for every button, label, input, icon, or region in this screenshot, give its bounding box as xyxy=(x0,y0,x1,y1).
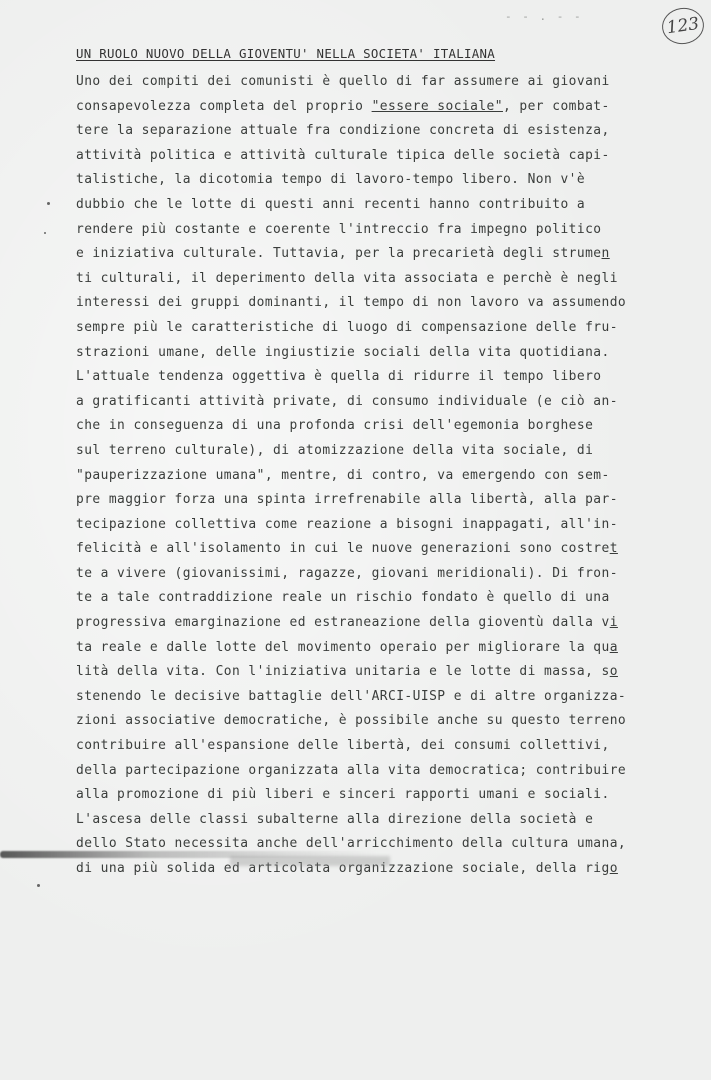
text-segment: tere la separazione attuale fra condizione concreta di esistenza, xyxy=(76,123,610,139)
text-segment: L'ascesa delle classi subalterne alla direzione della società e xyxy=(76,811,594,827)
text-line xyxy=(76,414,646,439)
text-line xyxy=(76,808,646,833)
text-segment: dubbio che le lotte di questi anni recenti hanno contribuito a xyxy=(76,196,586,212)
margin-speck xyxy=(47,202,50,205)
text-line xyxy=(76,365,646,390)
underlined-text: t xyxy=(609,541,618,557)
text-line xyxy=(76,586,646,611)
text-segment: interessi dei gruppi dominanti, il tempo di non lavoro va assumendo xyxy=(76,295,627,311)
text-line xyxy=(76,562,646,587)
text-line xyxy=(76,439,646,464)
text-line xyxy=(76,119,646,144)
text-segment: sempre più le caratteristiche di luogo di compensazione delle fru- xyxy=(76,319,618,335)
text-line xyxy=(76,611,646,636)
text-line xyxy=(76,341,646,366)
text-line xyxy=(76,660,646,685)
text-line xyxy=(76,759,646,784)
text-line xyxy=(76,783,646,808)
text-segment: , per combat- xyxy=(502,98,610,114)
text-line xyxy=(76,242,646,267)
text-line xyxy=(76,316,646,341)
text-segment: contribuire all'espansione delle libertà, dei consumi collettivi, xyxy=(76,738,610,754)
underlined-text: o xyxy=(609,861,618,876)
text-segment: alla promozione di più liberi e sinceri rapporti umani e sociali. xyxy=(76,787,610,803)
top-marks: - - . - - xyxy=(505,10,583,23)
text-segment: te a vivere (giovanissimi, ragazze, giovani meridionali). Di fron- xyxy=(76,565,618,581)
text-segment: e iniziativa culturale. Tuttavia, per la precarietà degli strume xyxy=(76,246,602,262)
text-segment: di una più solida ed articolata organizzazione sociale, della rig xyxy=(76,861,610,876)
text-segment: stenendo le decisive battaglie dell'ARCI-UISP e di altre organizza- xyxy=(76,688,627,704)
text-line xyxy=(76,685,646,710)
text-line xyxy=(76,636,646,661)
text-line xyxy=(76,513,646,538)
underlined-text: n xyxy=(601,246,610,262)
text-segment: progressiva emarginazione ed estraneazione della gioventù dalla v xyxy=(76,615,610,631)
text-segment: a gratificanti attività private, di consumo individuale (e ciò an- xyxy=(76,393,618,409)
text-line xyxy=(76,168,646,193)
underlined-text: a xyxy=(609,639,618,655)
text-line xyxy=(76,709,646,734)
text-line xyxy=(76,291,646,316)
text-segment: rendere più costante e coerente l'intreccio fra impegno politico xyxy=(76,221,602,237)
text-segment: te a tale contraddizione reale un rischio fondato è quello di una xyxy=(76,590,610,606)
text-segment: attività politica e attività culturale tipica delle società capi- xyxy=(76,147,610,163)
text-segment: zioni associative democratiche, è possibile anche su questo terreno xyxy=(76,713,627,729)
text-line xyxy=(76,70,646,95)
body-text xyxy=(76,70,646,882)
text-line xyxy=(76,193,646,218)
text-segment: pre maggior forza una spinta irrefrenabile alla libertà, alla par- xyxy=(76,492,618,508)
underlined-text: "essere sociale" xyxy=(371,98,503,114)
text-segment: talistiche, la dicotomia tempo di lavoro-tempo libero. Non v'è xyxy=(76,172,586,188)
text-line xyxy=(76,267,646,292)
text-line xyxy=(76,537,646,562)
document-title: UN RUOLO NUOVO DELLA GIOVENTU' NELLA SOCIETA' ITALIANA xyxy=(76,46,496,61)
text-segment: consapevolezza completa del proprio xyxy=(76,98,372,114)
text-segment: strazioni umane, delle ingiustizie sociali della vita quotidiana. xyxy=(76,344,610,360)
text-segment: tecipazione collettiva come reazione a bisogni inappagati, all'in- xyxy=(76,516,618,532)
text-line xyxy=(76,218,646,243)
text-segment: ta reale e dalle lotte del movimento operaio per migliorare la qu xyxy=(76,639,610,655)
text-segment: dello Stato necessita anche dell'arricchimento della cultura umana, xyxy=(76,836,627,852)
text-line xyxy=(76,144,646,169)
scan-smudge-secondary xyxy=(230,856,390,866)
handwritten-page-number: 123 xyxy=(660,5,707,46)
underlined-text: o xyxy=(609,664,618,680)
text-line xyxy=(76,464,646,489)
underlined-text: i xyxy=(609,615,618,631)
text-segment: della partecipazione organizzata alla vita democratica; contribuire xyxy=(76,762,627,778)
text-segment: L'attuale tendenza oggettiva è quella di ridurre il tempo libero xyxy=(76,369,602,385)
text-segment: che in conseguenza di una profonda crisi dell'egemonia borghese xyxy=(76,418,594,434)
text-segment: lità della vita. Con l'iniziativa unitaria e le lotte di massa, s xyxy=(76,664,610,680)
margin-speck xyxy=(37,884,40,887)
text-segment: Uno dei compiti dei comunisti è quello di far assumere ai giovani xyxy=(76,74,610,89)
text-segment: ti culturali, il deperimento della vita associata e perchè è negli xyxy=(76,270,618,286)
text-line xyxy=(76,488,646,513)
text-line xyxy=(76,734,646,759)
text-line xyxy=(76,390,646,415)
text-segment: sul terreno culturale), di atomizzazione della vita sociale, di xyxy=(76,442,594,458)
margin-speck xyxy=(44,232,46,234)
text-line xyxy=(76,95,646,120)
text-segment: "pauperizzazione umana", mentre, di contro, va emergendo con sem- xyxy=(76,467,610,483)
text-segment: felicità e all'isolamento in cui le nuove generazioni sono costre xyxy=(76,541,610,557)
